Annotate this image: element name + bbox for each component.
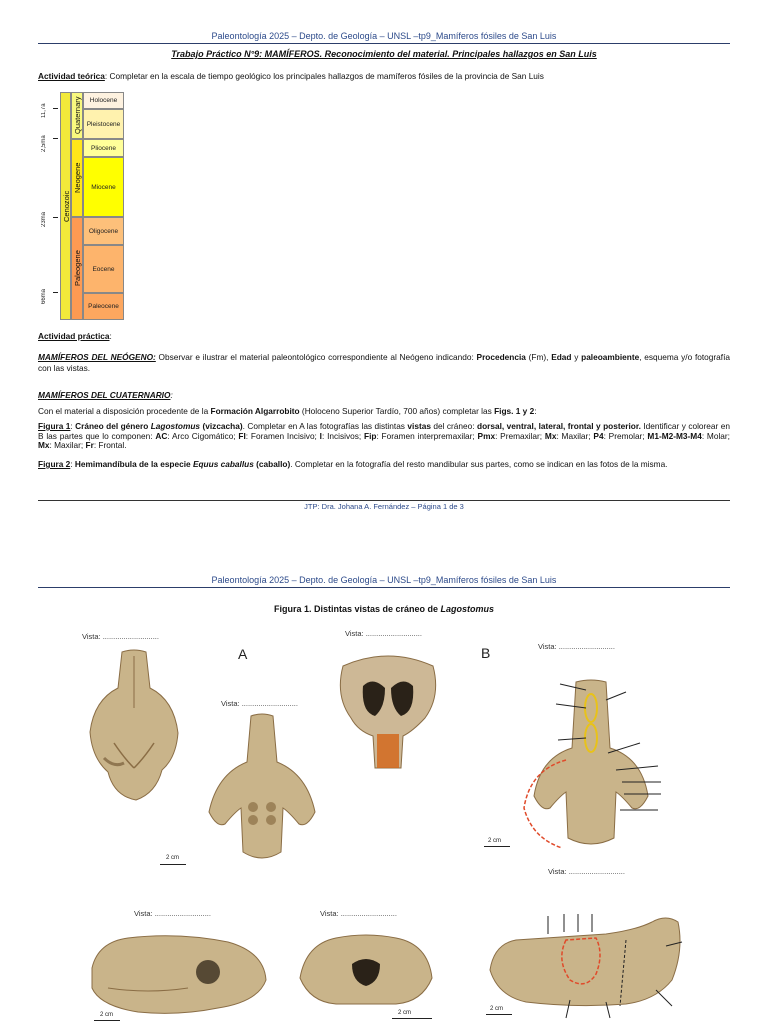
cuaternario-text [38, 406, 730, 417]
skull-dorsal-image [84, 648, 184, 803]
cuaternario-t2: (Holoceno Superior Tardío, 700 años) completar las [299, 406, 495, 416]
epoch-eocene: Eocene [83, 245, 124, 293]
age-tick [53, 108, 58, 109]
page-2-header-rule [38, 587, 730, 588]
fig1-t2: del cráneo: [430, 421, 477, 431]
fig1-p4: P4 [593, 430, 604, 441]
neogeno-text: (Fm), [525, 352, 552, 362]
actividad-teorica [38, 71, 730, 82]
cuaternario-formacion: Formación Algarrobito [210, 406, 300, 416]
epoch-paleocene: Paleocene [83, 293, 124, 320]
epoch-pleistocene: Pleistocene [83, 109, 124, 139]
scale-label: 2 cm [488, 838, 502, 844]
fig1-b2: (vizcacha) [200, 421, 243, 431]
neogeno-procedencia: Procedencia [476, 352, 526, 362]
scale-bar [486, 1014, 512, 1015]
fig1-mx: Mx [544, 430, 557, 441]
fig1-i: I [319, 430, 322, 441]
teorica-label: Actividad teórica [38, 71, 105, 81]
fig1-pmx-text: : Premaxilar; [495, 430, 545, 441]
cuaternario-figs: Figs. 1 y 2 [494, 406, 535, 416]
age-label: 11,7a [41, 103, 47, 118]
age-label: 23ma [41, 211, 47, 227]
skull-lateral-image [88, 928, 268, 1018]
figura-2-description [38, 459, 730, 470]
period-neogene: Neogene [71, 139, 83, 217]
scale-label: 2 cm [490, 1006, 504, 1012]
scale-label: 2 cm [398, 1010, 412, 1016]
epoch-miocene: Miocene [83, 157, 124, 217]
skull-posterior-image [296, 928, 436, 1010]
neogeno-paleoambiente: paleoambiente [581, 352, 640, 362]
fig1-mx2-text: : Maxilar; [49, 440, 86, 450]
scale-label: 2 cm [100, 1012, 114, 1018]
vista-label: Vista: ........................... [320, 909, 397, 918]
label-a: A [238, 646, 248, 662]
footer-rule [38, 500, 730, 501]
page-header: Paleontología 2025 – Depto. de Geología – UNSL –tp9_Mamíferos fósiles de San Luis [211, 31, 557, 41]
skull-annotated-image [516, 678, 666, 853]
fig1-fip-text: : Foramen interpremaxilar; [376, 430, 478, 441]
fig1-pmx: Pmx [477, 430, 496, 441]
age-tick [53, 292, 58, 293]
scale-label: 2 cm [166, 855, 180, 861]
fig1-ac-text: : Arco Cigomático; [167, 430, 239, 441]
fig2-species: Equus caballus [192, 459, 254, 469]
neogeno-text: , esquema y/o fotografía con las vistas. [38, 352, 731, 373]
teorica-text: : Completar en la escala de tiempo geológico los principales hallazgos de mamíferos fósiles de la provincia de San Luis [104, 71, 544, 81]
fig1-t1: . Completar en A las fotografías las distintas [242, 421, 408, 431]
fig1-fr-text: : Frontal. [93, 440, 127, 450]
neogeno-text: y [571, 352, 582, 362]
fig1-mx-text: : Maxilar; [556, 430, 594, 441]
fig1-mx2: Mx [38, 440, 50, 450]
page-title: Trabajo Práctico N°9: MAMÍFEROS. Reconocimiento del material. Principales hallazgos en San Luis [171, 49, 597, 59]
age-label: 2,5ma [41, 135, 47, 152]
figure-1-title-genus: Lagostomus [440, 604, 495, 614]
fig1-i-text: : Incisivos; [321, 430, 364, 441]
fig1-m-text: : Molar; [701, 430, 730, 441]
practica-label: Actividad práctica [38, 331, 110, 341]
page-2-header: Paleontología 2025 – Depto. de Geología – UNSL –tp9_Mamíferos fósiles de San Luis [211, 575, 557, 585]
fig1-fr: Fr [85, 440, 94, 450]
fig1-t3: Identificar y colorear en B las partes que lo componen: [38, 421, 730, 441]
figure-1-title-text: Figura 1. Distintas vistas de cráneo de [273, 604, 441, 614]
fig2-label: Figura 2 [38, 459, 71, 469]
scale-bar [94, 1020, 120, 1021]
vista-label: Vista: ........................... [548, 867, 625, 876]
fig1-views: dorsal, ventral, lateral, frontal y posterior. [477, 421, 641, 431]
fig1-ac: AC [155, 430, 168, 441]
cuaternario-title-line [38, 390, 730, 401]
fig1-fi-text: : Foramen Incisivo; [245, 430, 320, 441]
fig1-fi: FI [238, 430, 246, 441]
age-tick [53, 217, 58, 218]
scale-bar [392, 1018, 432, 1019]
hemimandible-image [486, 910, 686, 1020]
cuaternario-colon: : [170, 390, 173, 400]
age-tick [53, 138, 58, 139]
fig2-colon: : [70, 459, 75, 469]
fig1-p4-text: : Premolar; [603, 430, 648, 441]
skull-frontal-image [333, 646, 443, 771]
figure-1-title [0, 604, 768, 614]
vista-label: Vista: ........................... [82, 632, 159, 641]
cuaternario-title: MAMÍFEROS DEL CUATERNARIO [38, 390, 171, 400]
scale-bar [484, 846, 510, 847]
vista-label: Vista: ........................... [221, 699, 298, 708]
neogeno-edad: Edad [551, 352, 572, 362]
fig2-b1: Hemimandíbula de la especie [74, 459, 193, 469]
page-footer: JTP: Dra. Johana A. Fernández – Página 1 de 3 [304, 502, 464, 511]
neogeno-text: Observar e ilustrar el material paleontológico correspondiente al Neógeno indicando: [155, 352, 477, 362]
geologic-time-scale [38, 92, 128, 322]
era-cenozoic: Cenozoic [60, 92, 71, 320]
period-quaternary: Quaternary [71, 92, 83, 139]
fig2-b2: (caballo) [253, 459, 291, 469]
period-paleogene: Paleogene [71, 217, 83, 320]
fig1-genus: Lagostomus [150, 421, 201, 431]
epoch-oligocene: Oligocene [83, 217, 124, 245]
scale-bar [160, 864, 186, 865]
label-b: B [481, 645, 491, 661]
fig1-colon: : [70, 421, 76, 431]
vista-label: Vista: ........................... [345, 629, 422, 638]
fig1-label: Figura 1 [38, 421, 71, 431]
vista-label: Vista: ........................... [538, 642, 615, 651]
epoch-pliocene: Pliocene [83, 139, 124, 157]
age-label: 66ma [41, 288, 47, 304]
actividad-practica: Actividad práctica: [38, 331, 112, 341]
cuaternario-t3: : [534, 406, 537, 416]
header-rule [38, 43, 730, 44]
neogeno-title: MAMÍFEROS DEL NEÓGENO: [38, 352, 156, 362]
fig1-fip: Fip [364, 430, 377, 441]
figura-1-description [38, 422, 730, 451]
fig1-m: M1-M2-M3-M4 [647, 430, 702, 441]
skull-ventral-image [203, 712, 321, 867]
cuaternario-t1: Con el material a disposición procedente de la [38, 406, 211, 416]
vista-label: Vista: ........................... [134, 909, 211, 918]
fig2-t1: . Completar en la fotografía del resto mandibular sus partes, como se indican en las fotos de la misma. [290, 459, 668, 469]
mamiferos-neogeno [38, 352, 730, 373]
fig1-b1: Cráneo del género [75, 421, 151, 431]
epoch-holocene: Holocene [83, 92, 124, 109]
fig1-vistas: vistas [407, 421, 431, 431]
